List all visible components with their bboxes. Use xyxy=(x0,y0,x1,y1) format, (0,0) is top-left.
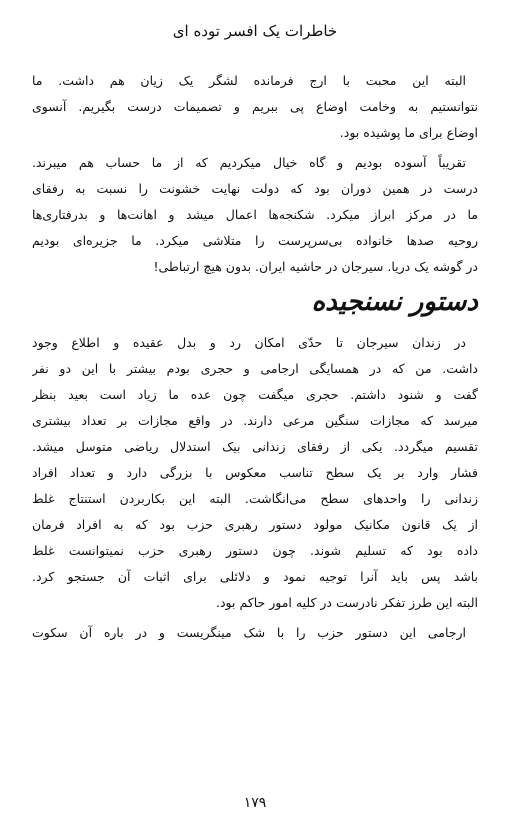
paragraph xyxy=(32,150,478,280)
text-line: تقریباً آسوده بودیم و گاه خیال میکردیم که از ما حساب هم میبرند. xyxy=(32,155,466,170)
text-line: فشار وارد بر یک سطح تناسب معکوس با بزرگی دارد و تعداد افراد xyxy=(32,465,478,480)
text-line: روحیه صدها خانواده بی‌سرپرست را متلاشی میکرد. ما جزیره‌ای بودیم xyxy=(32,233,478,248)
text-line: میرسد که مجازات سنگین مرعی دارند. در واقع مجازات بر تعداد بیشتری xyxy=(32,413,478,428)
text-line: داشت. من که در همسایگی ارجامی و حجری بودم بیشتر با این دو نفر xyxy=(32,361,478,376)
text-line: در گوشه یک دریا. سیرجان در حاشیه ایران. بدون هیچ ارتباطی! xyxy=(153,259,478,274)
text-line: ما در مرکز ابراز میکرد. شکنجه‌ها اعمال میشد و اهانت‌ها و بدرفتاری‌ها xyxy=(32,207,478,222)
paragraph xyxy=(32,620,478,646)
text-line: نتوانستیم به وخامت اوضاع پی ببریم و تصمیمات درست بگیریم. آنسوی xyxy=(32,99,478,114)
text-line: زندانی را واحدهای سطح می‌انگاشت. البته این بکاربردن استنتاج غلط xyxy=(32,491,478,506)
text-line: البته این طرز تفکر نادرست در کلیه امور حاکم بود. xyxy=(216,595,478,610)
text-line: از یک قانون مکانیک مولود دستور رهبری حزب بود که به افراد فرمان xyxy=(32,517,478,532)
running-head: خاطرات یک افسر توده ای xyxy=(172,22,338,40)
text-line: ارجامی این دستور حزب را با شک مینگریست و در باره آن سکوت xyxy=(32,625,466,640)
paragraph xyxy=(32,68,478,146)
section-heading: دستور نسنجیده xyxy=(311,287,478,317)
text-line: داده بود که تسلیم شوند. چون دستور رهبری حزب نمیتوانست غلط xyxy=(32,543,478,558)
text-line: گفت و شنود داشتم. حجری میگفت چون عده ما زیاد است بعید بنظر xyxy=(32,387,478,402)
body-text xyxy=(32,68,478,650)
text-line: تقسیم میگردد. یکی از رفقای زندانی بیک استدلال ریاضی متوسل میشد. xyxy=(32,439,478,454)
text-line: البته این محبت با ارج فرمانده لشگر یک زیان هم داشت. ما xyxy=(32,73,466,88)
paragraph xyxy=(32,330,478,616)
text-line: درست در همین دوران بود که دولت نهایت خشونت را نسبت به رفقای xyxy=(32,181,478,196)
text-line: اوضاع برای ما پوشیده بود. xyxy=(339,125,478,140)
page-number: ۱۷۹ xyxy=(243,795,267,811)
text-line: باشد پس باید آنرا توجیه نمود و دلائلی برای اثبات آن جستجو کرد. xyxy=(32,569,478,584)
text-line: در زندان سیرجان تا حدّی امکان رد و بدل عقیده و اطلاع وجود xyxy=(32,335,466,350)
